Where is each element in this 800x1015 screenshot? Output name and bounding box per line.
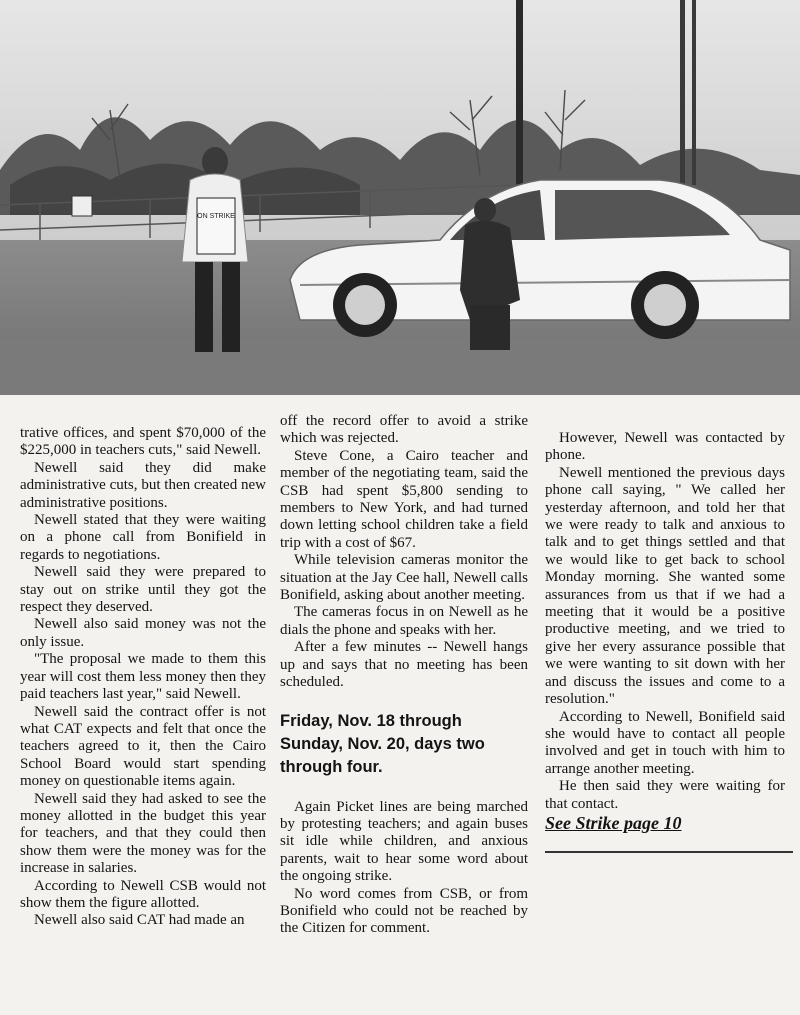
paragraph: Newell said the contract offer is not what CAT expects and felt that once the teachers agreed to it, then the Cairo School Board would start spending money on questionable items again. bbox=[20, 703, 266, 790]
paragraph: trative offices, and spent $70,000 of the $225,000 in teachers cuts," said Newell. bbox=[20, 425, 266, 459]
paragraph: off the record offer to avoid a strike which was rejected. bbox=[280, 413, 528, 447]
section-heading: Friday, Nov. 18 through Sunday, Nov. 20, days two through four. bbox=[280, 711, 485, 776]
paragraph: According to Newell, Bonifield said she would have to contact all people involved and get in touch with him to arrange another meeting. bbox=[545, 708, 785, 777]
paragraph: Newell mentioned the previous days phone call saying, " We called her yesterday afternoon, and told her that we were ready to talk and anxious to talk and to get things settled and that we would like to get back to school Monday morning. She wanted some assurances from us that if we had a meeting that it would be a positive productive meeting, and we tried to give her every assurance possible that we were wanting to sit down with her and discuss the issues and come to a resolution." bbox=[545, 464, 785, 708]
article-column-2 bbox=[280, 413, 528, 938]
paragraph: According to Newell CSB would not show them the figure allotted. bbox=[20, 877, 266, 911]
paragraph: The cameras focus in on Newell as he dials the phone and speaks with her. bbox=[280, 604, 528, 638]
paragraph: Newell also said money was not the only issue. bbox=[20, 616, 266, 650]
article-column-1 bbox=[20, 425, 266, 930]
photo-picket-line-icon bbox=[0, 0, 800, 395]
paragraph: Newell said they had asked to see the money allotted in the budget this year for teachers, and that they could then show them were the money was for the increase in salaries. bbox=[20, 790, 266, 877]
continuation-link[interactable]: See Strike page 10 bbox=[545, 812, 682, 833]
paragraph: "The proposal we made to them this year will cost them less money then they paid teachers last year," said Newell. bbox=[20, 651, 266, 703]
column-divider-rule bbox=[545, 851, 793, 853]
news-photo bbox=[0, 0, 800, 395]
paragraph: Newell said they were prepared to stay out on strike until they got the respect they deserved. bbox=[20, 564, 266, 616]
paragraph: However, Newell was contacted by phone. bbox=[545, 430, 785, 464]
picket-sign-text: ON STRIKE bbox=[197, 213, 235, 220]
article-column-3 bbox=[545, 430, 785, 832]
paragraph: Steve Cone, a Cairo teacher and member of the negotiating team, said the CSB had spent $5,800 sending to members to New York, and had turned down letting school children take a field trip with a cost of $67. bbox=[280, 447, 528, 551]
paragraph: Newell stated that they were waiting on a phone call from Bonifield in regards to negotiations. bbox=[20, 512, 266, 563]
paragraph: Newell also said CAT had made an bbox=[34, 912, 245, 929]
paragraph: While television cameras monitor the situation at the Jay Cee hall, Newell calls Bonifield, asking about another meeting. bbox=[280, 552, 528, 604]
paragraph: After a few minutes -- Newell hangs up and says that no meeting has been scheduled. bbox=[280, 639, 528, 691]
paragraph: He then said they were waiting for that contact. bbox=[545, 778, 785, 812]
paragraph: Newell said they did make administrative cuts, but then created new administrative positions. bbox=[20, 459, 266, 511]
paragraph: No word comes from CSB, or from Bonifield who could not be reached by the Citizen for comment. bbox=[280, 885, 528, 937]
paragraph: Again Picket lines are being marched by protesting teachers; and again buses sit idle while children, and anxious parents, wait to hear some word about the ongoing strike. bbox=[280, 798, 528, 885]
